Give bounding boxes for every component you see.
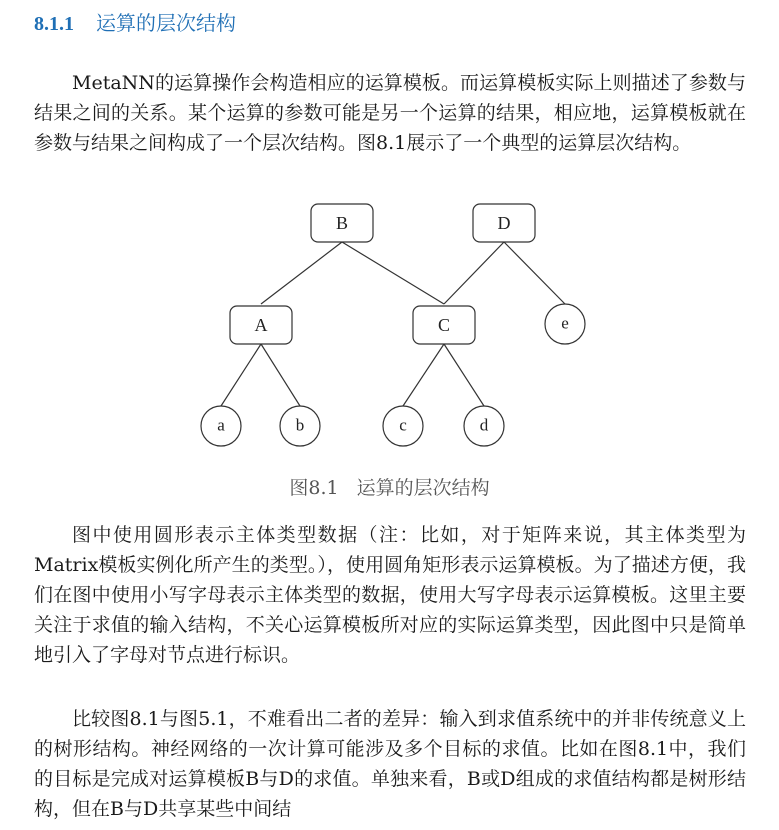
section-number: 8.1.1: [34, 13, 74, 35]
node-B-label: B: [335, 213, 349, 233]
section-title: 运算的层次结构: [96, 11, 236, 35]
edge-A-b: [261, 344, 300, 406]
edge-C-d: [444, 344, 484, 406]
figure-caption: [0, 473, 779, 500]
edge-B-A: [261, 242, 342, 304]
edge-C-c: [403, 344, 444, 406]
node-C-label: C: [437, 315, 451, 335]
node-c-label: c: [399, 415, 407, 435]
paragraph-comparison: 比较图8.1与图5.1，不难看出二者的差异：输入到求值系统中的并非传统意义上的树形结构。神经网络的一次计算可能涉及多个目标的求值。比如在图8.1中，我们的目标是完成对运算模板B与D的求值。单独来看，B或D组成的求值结构都是树形结构，但在B与D共享某些中间结: [34, 708, 746, 820]
paragraph-legend-explanation: 图中使用圆形表示主体类型数据（注：比如，对于矩阵来说，其主体类型为Matrix模板实例化所产生的类型。），使用圆角矩形表示运算模板。为了描述方便，我们在图中使用小写字母表示主体类型的数据，使用大写字母表示运算模板。这里主要关注于求值的输入结构，不关心运算模板所对应的实际运算类型，因此图中只是简单地引入了字母对节点进行标识。: [34, 524, 746, 666]
figure-caption-text: 运算的层次结构: [356, 477, 490, 499]
node-a-label: a: [217, 415, 225, 435]
hierarchy-diagram: [0, 190, 779, 460]
edge-A-a: [221, 344, 261, 406]
node-d-label: d: [479, 415, 489, 435]
node-A-label: A: [254, 315, 268, 335]
edge-B-C: [342, 242, 444, 304]
figure-number: 图8.1: [289, 477, 339, 499]
node-b-label: b: [295, 415, 305, 435]
edge-D-e: [504, 242, 565, 304]
node-e-label: e: [561, 313, 569, 333]
node-D-label: D: [497, 213, 511, 233]
section-heading: [34, 8, 236, 39]
paragraph-intro: MetaNN的运算操作会构造相应的运算模板。而运算模板实际上则描述了参数与结果之间的关系。某个运算的参数可能是另一个运算的结果，相应地，运算模板就在参数与结果之间构成了一个层次结构。图8.1展示了一个典型的运算层次结构。: [34, 72, 746, 154]
edge-D-C: [444, 242, 504, 304]
